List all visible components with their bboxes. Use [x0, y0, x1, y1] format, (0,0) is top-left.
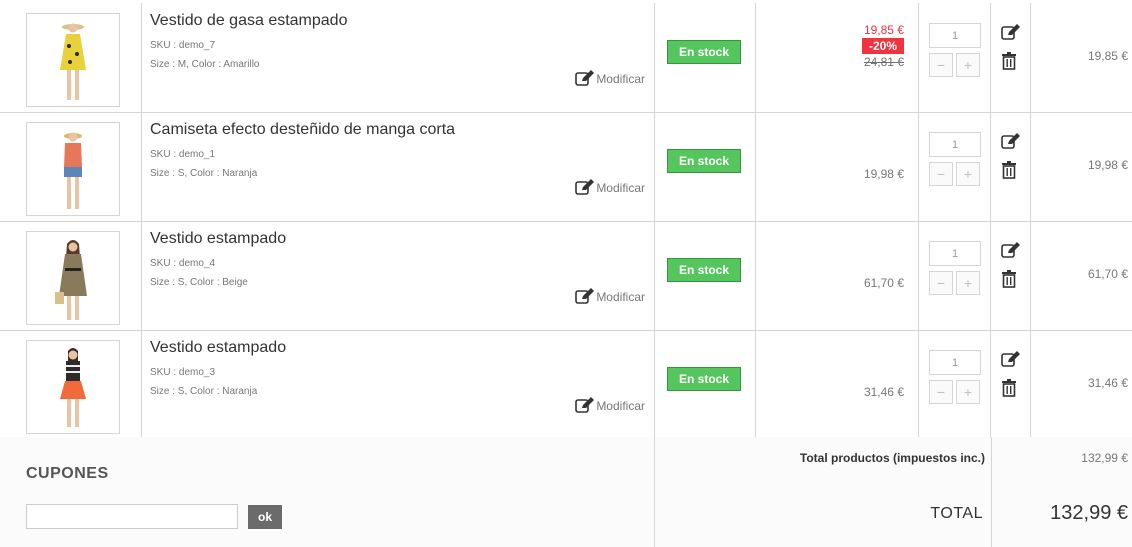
quantity-increase-button[interactable]: + — [956, 380, 980, 404]
edit-icon — [575, 288, 595, 304]
stock-badge: En stock — [667, 258, 741, 282]
quantity-input[interactable]: 1 — [929, 350, 981, 375]
product-name[interactable]: Vestido estampado — [150, 230, 287, 247]
coupon-title: CUPONES — [26, 465, 109, 482]
product-sku: SKU : demo_4 — [150, 258, 216, 269]
product-attributes: Size : S, Color : Beige — [150, 277, 248, 288]
quantity-decrease-button[interactable]: − — [929, 380, 953, 404]
product-name[interactable]: Vestido de gasa estampado — [150, 12, 348, 29]
stock-badge: En stock — [667, 40, 741, 64]
quantity-decrease-button[interactable]: − — [929, 271, 953, 295]
product-image[interactable] — [26, 13, 120, 107]
unit-price: 19,98 € — [863, 167, 904, 181]
products-total-value: 132,99 € — [1081, 451, 1128, 465]
cart-row — [0, 221, 1132, 331]
price-original: 24,81 € — [863, 55, 904, 69]
grand-total-row — [655, 479, 1132, 547]
coupon-ok-button[interactable]: ok — [248, 505, 282, 529]
product-name[interactable]: Vestido estampado — [150, 339, 287, 356]
edit-icon[interactable] — [1001, 133, 1021, 149]
quantity-decrease-button[interactable]: − — [929, 162, 953, 186]
quantity-increase-button[interactable]: + — [956, 53, 980, 77]
modify-link[interactable]: Modificar — [575, 70, 645, 86]
stock-badge: En stock — [667, 149, 741, 173]
quantity-input[interactable]: 1 — [929, 241, 981, 266]
unit-price: 61,70 € — [863, 276, 904, 290]
discount-badge: -20% — [862, 38, 904, 54]
modify-link[interactable]: Modificar — [575, 179, 645, 195]
trash-icon[interactable] — [1001, 270, 1017, 288]
product-attributes: Size : S, Color : Naranja — [150, 386, 258, 397]
trash-icon[interactable] — [1001, 52, 1017, 70]
cart-footer — [0, 437, 1132, 547]
price-discounted: 19,85 € — [863, 23, 904, 37]
edit-icon — [575, 179, 595, 195]
product-attributes: Size : M, Color : Amarillo — [150, 59, 260, 70]
product-sku: SKU : demo_3 — [150, 367, 216, 378]
trash-icon[interactable] — [1001, 379, 1017, 397]
line-total: 61,70 € — [1087, 267, 1128, 281]
cart-row — [0, 112, 1132, 222]
divider — [991, 437, 992, 479]
products-total-row — [655, 437, 1132, 480]
line-total: 19,98 € — [1087, 158, 1128, 172]
edit-icon[interactable] — [1001, 24, 1021, 40]
modify-link[interactable]: Modificar — [575, 288, 645, 304]
stock-badge: En stock — [667, 367, 741, 391]
divider — [991, 479, 992, 547]
product-image[interactable] — [26, 231, 120, 325]
quantity-decrease-button[interactable]: − — [929, 53, 953, 77]
edit-icon — [575, 397, 595, 413]
grand-total-label: TOTAL — [930, 505, 983, 522]
product-image[interactable] — [26, 122, 120, 216]
unit-price: 31,46 € — [863, 385, 904, 399]
quantity-increase-button[interactable]: + — [956, 271, 980, 295]
grand-total-value: 132,99 € — [1050, 502, 1128, 524]
products-total-label: Total productos (impuestos inc.) — [799, 451, 985, 465]
line-total: 31,46 € — [1087, 376, 1128, 390]
product-sku: SKU : demo_7 — [150, 40, 216, 51]
cart-row — [0, 3, 1132, 113]
product-image[interactable] — [26, 340, 120, 434]
product-sku: SKU : demo_1 — [150, 149, 216, 160]
quantity-input[interactable]: 1 — [929, 23, 981, 48]
product-attributes: Size : S, Color : Naranja — [150, 168, 258, 179]
edit-icon[interactable] — [1001, 351, 1021, 367]
quantity-increase-button[interactable]: + — [956, 162, 980, 186]
modify-link[interactable]: Modificar — [575, 397, 645, 413]
line-total: 19,85 € — [1087, 49, 1128, 63]
coupon-section — [0, 437, 655, 547]
trash-icon[interactable] — [1001, 161, 1017, 179]
product-name[interactable]: Camiseta efecto desteñido de manga corta — [150, 121, 456, 138]
quantity-input[interactable]: 1 — [929, 132, 981, 157]
coupon-input[interactable] — [26, 504, 238, 529]
cart-row — [0, 330, 1132, 440]
edit-icon — [575, 70, 595, 86]
edit-icon[interactable] — [1001, 242, 1021, 258]
